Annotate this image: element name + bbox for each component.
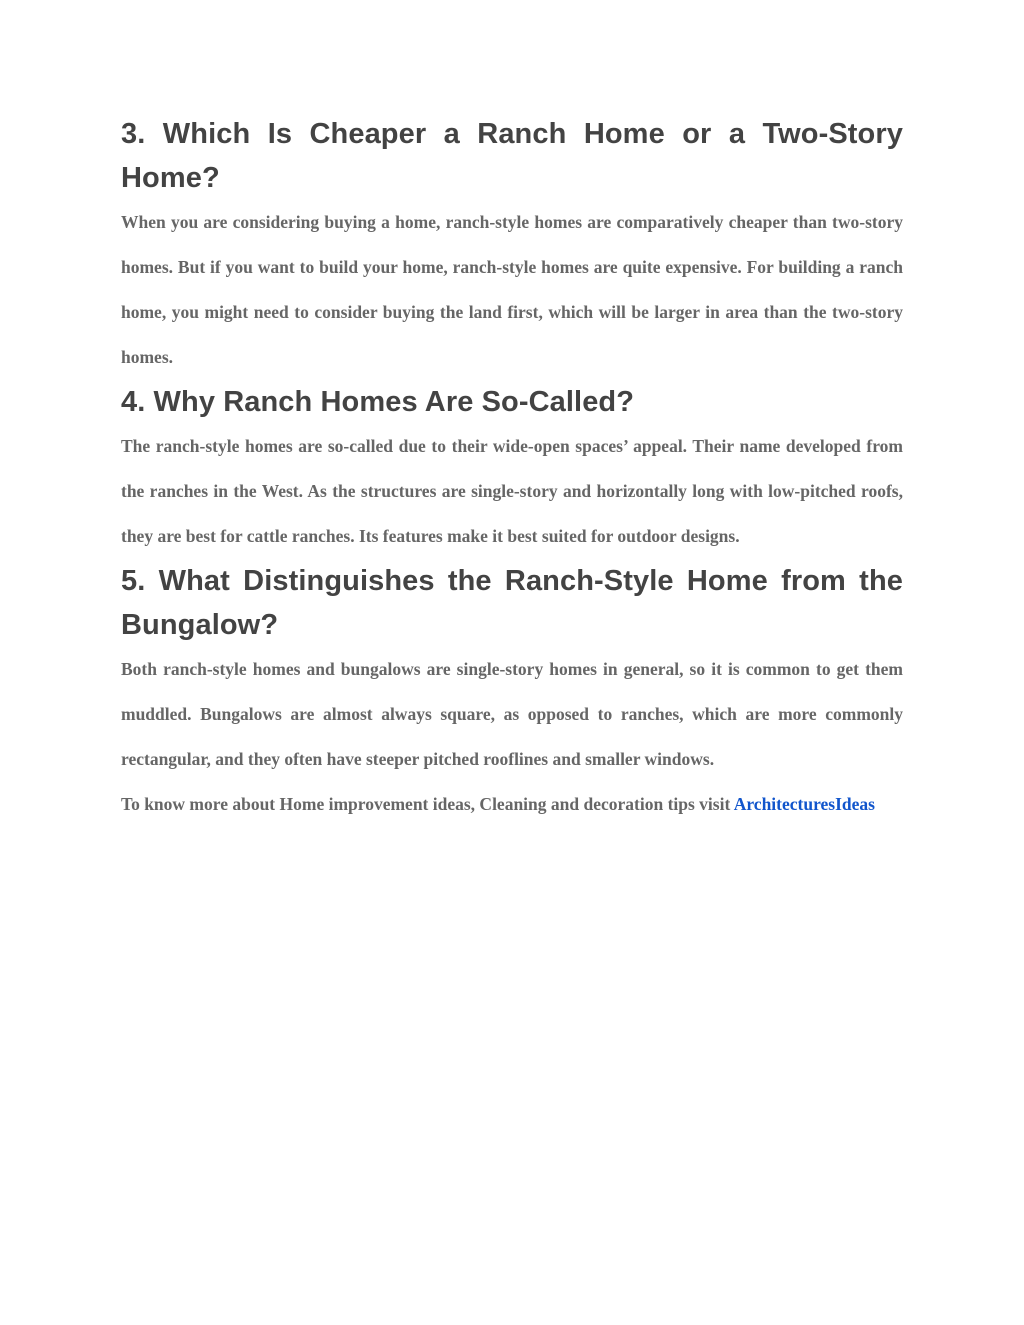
section-heading-distinguishes: 5. What Distinguishes the Ranch-Style Home from the Bungalow?: [121, 565, 903, 641]
document-page: [121, 112, 903, 827]
section-heading-why-called: 4. Why Ranch Homes Are So-Called?: [121, 386, 635, 418]
footer-paragraph: [121, 782, 903, 827]
architectures-ideas-link[interactable]: ArchitecturesIdeas: [733, 794, 875, 814]
section-body-why-called: The ranch-style homes are so-called due to their wide-open spaces’ appeal. Their name developed from the ranches in the West. As the structures are single-story and horizontally long with low-pitched roofs, they are best for cattle ranches. Its features make it best suited for outdoor designs.: [121, 436, 903, 546]
section-body-distinguishes: Both ranch-style homes and bungalows are single-story homes in general, so it is common to get them muddled. Bungalows are almost always square, as opposed to ranches, which are more commonly rectangular, and they often have steeper pitched rooflines and smaller windows.: [121, 659, 903, 769]
section-heading-cheaper: 3. Which Is Cheaper a Ranch Home or a Two-Story Home?: [121, 118, 903, 194]
footer-text: To know more about Home improvement ideas, Cleaning and decoration tips visit: [121, 794, 731, 814]
section-body-cheaper: When you are considering buying a home, ranch-style homes are comparatively cheaper than two-story homes. But if you want to build your home, ranch-style homes are quite expensive. For building a ranch home, you might need to consider buying the land first, which will be larger in area than the two-story homes.: [121, 212, 903, 367]
